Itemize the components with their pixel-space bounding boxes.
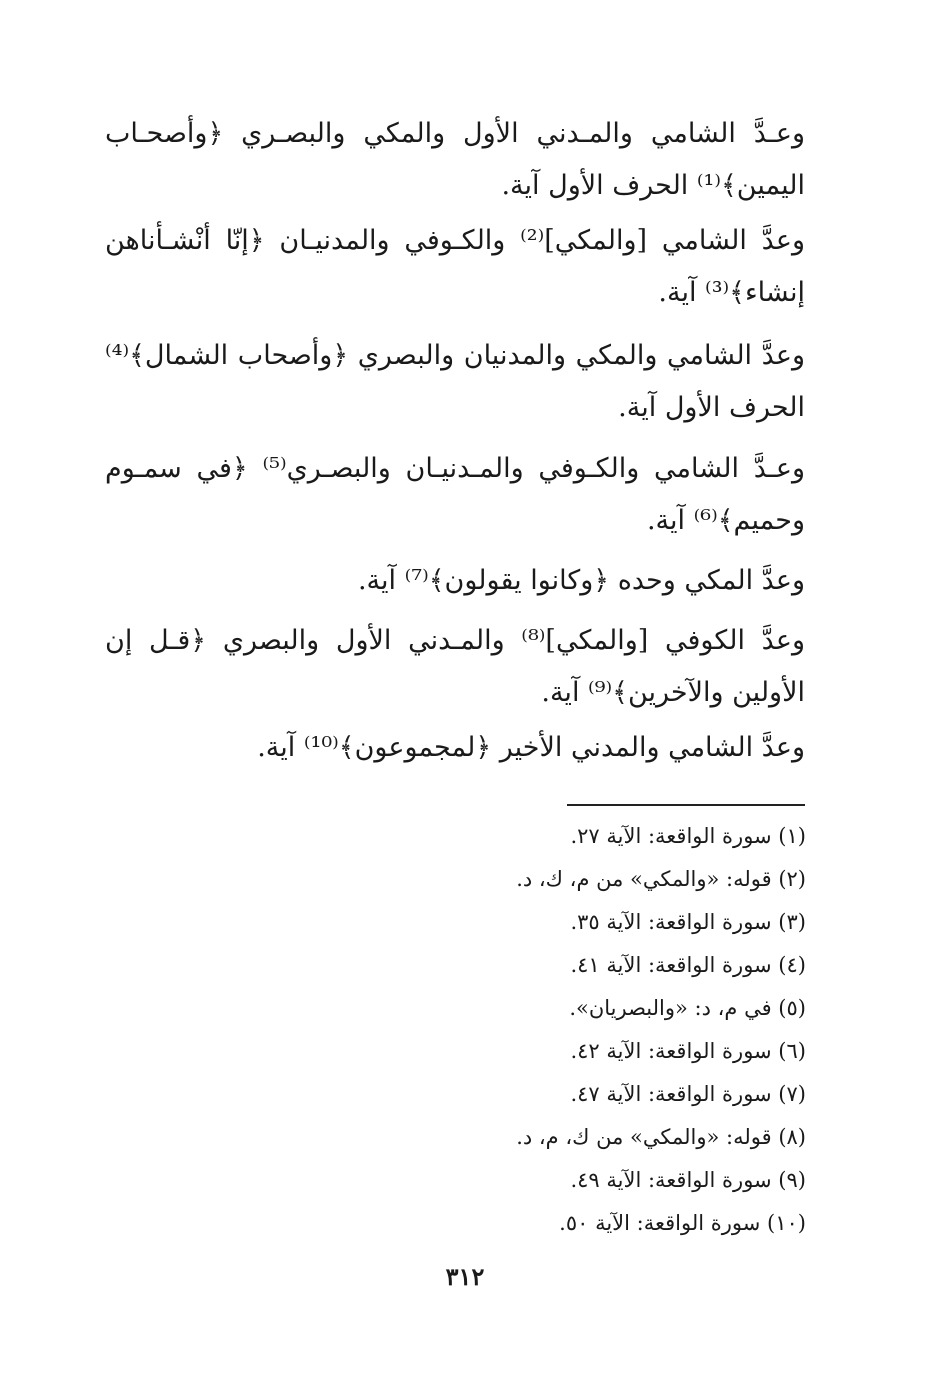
footnote-item: (٤) سورة الواقعة: الآية ٤١.	[570, 953, 806, 977]
body-paragraph: وعدَّ الشامي [والمكي]⁽²⁾ والكـوفي والمدنيـان ﴿إنّا أنْشـأناهن إنشاء﴾⁽³⁾ آية.	[105, 225, 805, 308]
footnote-separator	[567, 804, 805, 806]
footnote-item: (١) سورة الواقعة: الآية ٢٧.	[570, 824, 806, 848]
footnote-item: (٧) سورة الواقعة: الآية ٤٧.	[570, 1082, 806, 1106]
body-paragraph: وعـدَّ الشامي والمـدني الأول والمكي والبصـري ﴿وأصحـاب اليمين﴾⁽¹⁾ الحرف الأول آية.	[105, 118, 805, 201]
footnote-item: (٦) سورة الواقعة: الآية ٤٢.	[570, 1039, 806, 1063]
footnote-item: (٣) سورة الواقعة: الآية ٣٥.	[570, 910, 806, 934]
footnote-item: (١٠) سورة الواقعة: الآية ٥٠.	[559, 1211, 806, 1235]
footnote-item: (٨) قوله: «والمكي» من ك، م، د.	[516, 1125, 806, 1149]
footnote-item: (٥) في م، د: «والبصريان».	[569, 996, 806, 1020]
body-paragraph: وعدَّ المكي وحده ﴿وكانوا يقولون﴾⁽⁷⁾ آية.	[357, 565, 805, 596]
body-paragraph: وعدَّ الشامي والمكي والمدنيان والبصري ﴿وأصحاب الشمال﴾⁽⁴⁾ الحرف الأول آية.	[105, 340, 805, 423]
body-paragraph: وعدَّ الكوفي [والمكي]⁽⁸⁾ والمـدني الأول والبصري ﴿قـل إن الأولين والآخرين﴾⁽⁹⁾ آية.	[105, 625, 805, 708]
page-number: ٣١٢	[445, 1262, 485, 1291]
body-paragraph: وعـدَّ الشامي والكـوفي والمـدنيـان والبصـري⁽⁵⁾ ﴿في سمـوم وحميم﴾⁽⁶⁾ آية.	[105, 453, 805, 536]
footnotes-list	[360, 815, 806, 1245]
footnote-item: (٢) قوله: «والمكي» من م، ك، د.	[516, 867, 806, 891]
body-paragraph: وعدَّ الشامي والمدني الأخير ﴿لمجموعون﴾⁽¹⁰⁾ آية.	[257, 732, 805, 763]
footnote-item: (٩) سورة الواقعة: الآية ٤٩.	[570, 1168, 806, 1192]
